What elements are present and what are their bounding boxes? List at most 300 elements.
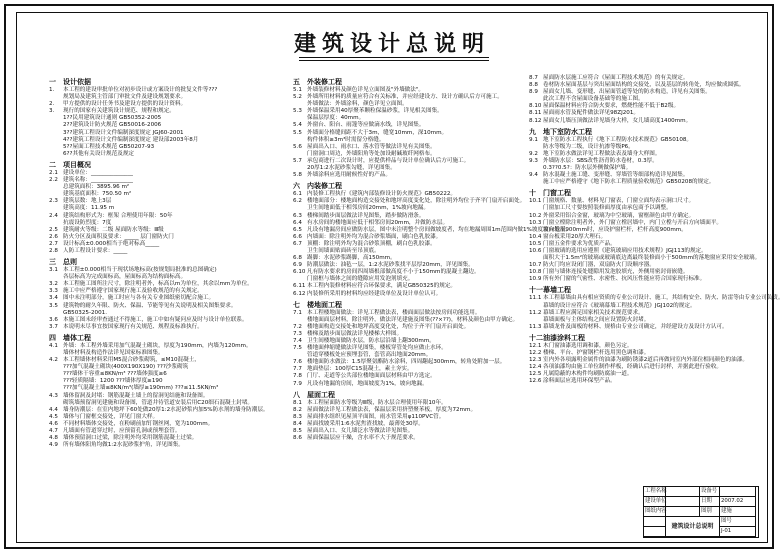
- clause-text: 幕墙工程应满足国家相关技术规范要求。: [543, 309, 644, 316]
- clause-text: 屋面出入口、女儿墙泛水等做法详见图集。: [307, 428, 414, 435]
- section-heading: [49, 160, 275, 170]
- clause-number: [293, 317, 307, 324]
- clause-text: 屋面排水组织见屋顶平面图，雨水管采用φ110PVC管。: [307, 413, 445, 420]
- clause-text: 楼梯、平台、护窗钢栏杆选用黑色调和漆。: [543, 350, 650, 356]
- section-heading: [529, 285, 755, 295]
- clause-row: [49, 205, 275, 212]
- clause-row: [293, 248, 519, 255]
- clause-text: 各项油漆均由施工单位制作样板，经确认后进行封样，并据此进行验收。: [543, 364, 723, 371]
- drawing-inner-frame: [16, 12, 784, 543]
- clause-text: 构件体积≥3m³时需留分格缝。: [307, 136, 385, 143]
- clause-row: [49, 407, 275, 414]
- clause-row: [529, 110, 755, 117]
- clause-text: 20厚1:2水泥砂浆勾缝，详见图集。: [307, 165, 396, 172]
- clause-text: 3??建筑工程设计文件编制深度规定 JGJ60-2001: [63, 129, 184, 136]
- clause-text: 不同材料墙体交接处，在粉刷前加钉钢丝网，宽为100mm。: [63, 420, 214, 427]
- clause-number: [49, 310, 63, 317]
- clause-number: [49, 400, 63, 407]
- section-number: 四: [49, 333, 56, 342]
- tb-date-value: 2007.02: [720, 497, 756, 507]
- section-heading: [529, 188, 755, 198]
- clause-text: 本工程屋面防水等级为Ⅲ级，防水层合理使用年限10年。: [307, 399, 447, 406]
- clause-number: 3.5: [49, 302, 58, 309]
- clause-row: [529, 378, 755, 385]
- clause-number: 6.4: [293, 219, 302, 226]
- clause-text: 地面垫层：100厚C15混凝土，素土夯实。: [307, 366, 413, 373]
- clause-number: [293, 165, 307, 172]
- clause-text: 建筑基底面积：750.50 m²: [63, 191, 132, 198]
- clause-text: 总建筑面积：3895.96 m²: [63, 184, 130, 191]
- clause-number: 7.7: [293, 366, 302, 373]
- clause-row: [49, 393, 275, 400]
- clause-text: 窗台低于900mm时，应设护窗栏杆，栏杆高度900mm。: [543, 226, 687, 233]
- clause-text: 墙体留洞及封堵：钢筋混凝土墙上的留洞见结施和设备图。: [63, 392, 209, 399]
- clause-text: 墙体材料及构造作法详见国家标准图集。: [63, 350, 164, 356]
- clause-number: 6.11: [293, 283, 306, 290]
- clause-number: 12.2: [529, 350, 542, 356]
- tb-drawing-name: 建筑设计总说明: [666, 517, 720, 537]
- clause-number: [49, 220, 63, 227]
- clause-row: [293, 291, 519, 298]
- tb-blank-3: [644, 527, 666, 537]
- clause-number: 7.8: [293, 373, 302, 380]
- clause-text: 外墙做法：外墙涂料，颜色详见立面图。: [307, 101, 408, 108]
- clause-text: 外墙防水层：SBS改性沥青防水卷材，0.3厚。: [543, 157, 658, 164]
- clause-number: [293, 115, 307, 122]
- section-number: 二: [49, 160, 56, 169]
- column-left: [49, 75, 275, 449]
- clause-text: GB50325-2001.: [63, 309, 107, 316]
- clause-row: [529, 241, 755, 248]
- clause-number: [529, 165, 543, 172]
- section-title: 项目概况: [63, 160, 91, 169]
- clause-row: [293, 122, 519, 129]
- clause-number: 9.4: [529, 172, 538, 179]
- clause-row: [293, 158, 519, 165]
- clause-text: 施工中应严格遵守国家现行施工及验收规范的有关规定。: [63, 288, 203, 295]
- clause-text: 管道穿楼板处应预埋套管，套管高出地面20mm。: [307, 352, 432, 359]
- clause-number: 8.5: [293, 428, 302, 435]
- clause-row: [49, 400, 275, 407]
- clause-number: 8.6: [293, 435, 302, 442]
- clause-text: 凡设有地漏房间应做防水层，图中未注明整个房间做坡度者，均在地漏周围1m范围内做1%坡度坡向地漏。: [307, 226, 572, 233]
- clause-text: 踢脚：水泥砂浆踢脚，高150mm。: [307, 255, 396, 262]
- clause-text: 门窗与墙体连接处缝隙用发泡胶填充，外侧用密封膏嵌缝。: [543, 269, 689, 276]
- clause-text: 抗震设防烈度：7度: [63, 219, 112, 226]
- clause-number: [293, 205, 307, 212]
- clause-number: 5.8: [293, 172, 302, 179]
- clause-row: [293, 283, 519, 290]
- clause-row: [529, 227, 755, 234]
- clause-row: [293, 435, 519, 442]
- clause-text: 建筑名称：_______________: [63, 177, 133, 184]
- clause-text: 2??建筑设计防火规范 GB50016-2006: [63, 122, 162, 129]
- clause-row: [529, 310, 755, 317]
- clause-number: 3.3: [49, 288, 58, 295]
- clause-number: 2.7: [49, 240, 58, 247]
- clause-number: 4.5: [49, 413, 58, 420]
- section-heading: [293, 300, 519, 310]
- clause-text: 内墙面：除注明外均为混合砂浆墙面，刷白色乳胶漆。: [307, 233, 442, 240]
- clause-text: 门窗洞口周边，外墙阳角等处加设耐碱玻纤网格布。: [307, 150, 436, 157]
- clause-text: 楼梯间踏步面层做法详见图集，踏步做防滑条。: [307, 212, 425, 219]
- clause-text: 卫生间楼地面做防水层，防水层沿墙上翻300mm。: [307, 338, 435, 344]
- section-title: 屋面工程: [307, 390, 335, 399]
- clause-text: 门窗五金件要求为优质产品。: [543, 240, 616, 247]
- clause-number: 7.6: [293, 359, 302, 366]
- clause-text: 建筑结构形式为：框架 合理使用年限：50年: [63, 212, 173, 219]
- clause-text: 外墙：本工程外墙采用加气混凝土砌块，厚度为190mm，内墙为120mm。: [63, 342, 252, 349]
- clause-number: 5.6: [293, 143, 302, 150]
- clause-row: [293, 310, 519, 317]
- section-title: 地下室防水工程: [543, 127, 592, 136]
- clause-number: 6.12: [293, 290, 306, 297]
- clause-row: [49, 227, 275, 234]
- clause-number: [529, 303, 543, 310]
- clause-number: [49, 151, 63, 158]
- clause-text: ???加气混凝土墙≤8KN/m³(墙厚≥190mm) ???≤11.5KN/m³: [63, 385, 219, 392]
- clause-text: 外墙面分格缝间距不大于3m，缝宽10mm，深10mm。: [307, 129, 448, 136]
- clause-text: 墙身防潮层：在室内地坪下60处做20厚1:2水泥砂浆内加5%防水剂的墙身防潮层。: [63, 406, 269, 413]
- clause-number: 2.3: [49, 198, 58, 205]
- clause-number: 3.1: [49, 267, 58, 274]
- clause-number: 6.7: [293, 240, 302, 247]
- clause-number: 12.1: [529, 342, 542, 349]
- clause-number: 3.4: [49, 295, 58, 302]
- clause-number: [529, 227, 543, 234]
- clause-number: 2.: [49, 101, 55, 108]
- clause-text: 凡设有地漏的房间，地面坡度为1%，坡向地漏。: [307, 380, 428, 387]
- section-number: 十一: [529, 286, 543, 295]
- clause-number: [49, 115, 63, 122]
- clause-number: 6.3: [293, 212, 302, 219]
- clause-number: 5.7: [293, 157, 302, 164]
- clause-row: [49, 421, 275, 428]
- clause-number: 3.: [49, 108, 55, 115]
- title-underline-second: [299, 60, 489, 61]
- clause-text: 图中未注明部分，施工时应与各有关专业图纸密切配合施工。: [63, 295, 215, 302]
- clause-number: 4.4: [49, 406, 58, 413]
- clause-text: 内装修所采用的材料均应经建设单位及设计单位认可。: [307, 290, 442, 297]
- clause-number: 12.5: [529, 371, 542, 378]
- section-heading: [49, 257, 275, 267]
- clause-number: 1.: [49, 87, 55, 93]
- clause-number: [49, 94, 63, 101]
- clause-number: 7.4: [293, 338, 302, 344]
- clause-number: [293, 276, 307, 283]
- section-number: 九: [529, 127, 536, 136]
- tb-unit-value: [666, 497, 700, 507]
- clause-number: 7.2: [293, 323, 302, 330]
- clause-row: [529, 118, 755, 125]
- clause-row: [529, 158, 755, 165]
- clause-text: 室内外各项露明金属件的油漆为刷防锈漆2道后再做同室内外部位相同颜色的油漆。: [543, 357, 748, 364]
- clause-row: [49, 303, 275, 310]
- clause-text: 5??屋面工程技术规范 GB50207-93: [63, 143, 155, 150]
- clause-number: [293, 151, 307, 158]
- clause-text: 防潮层做法：油毡一层，1:2水泥砂浆找平层厚20mm，详见图集。: [307, 262, 474, 269]
- clause-text: 门窗加工尺寸要按照装修面厚度由承包商予以调整。: [543, 205, 672, 212]
- clause-text: 施工中应严格遵守《地下防水工程质量验收规范》GB50208的规定。: [543, 179, 715, 186]
- section-number: 一: [49, 78, 56, 86]
- clause-text: 各层标高为完成面标高，屋面标高为结构面标高。: [63, 274, 187, 281]
- tb-date-label: 日期: [700, 497, 720, 507]
- clause-number: [49, 137, 63, 144]
- clause-row: [49, 324, 275, 331]
- clause-row: [529, 220, 755, 227]
- clause-text: 外墙涂料应选用耐候性好的产品。: [307, 172, 391, 179]
- clause-number: 10.2: [529, 212, 542, 219]
- page-title: 建筑设计总说明: [293, 31, 490, 57]
- clause-number: [49, 191, 63, 198]
- clause-number: 8.10: [529, 103, 542, 110]
- clause-text: 地下室防水做法详见工程做法表及墙身大样图。: [543, 150, 661, 157]
- clause-row: [49, 317, 275, 324]
- clause-text: 甲方提供的设计任务书及建设方提供的设计资料。: [63, 101, 187, 108]
- clause-text: ???加气混凝土砌块(400X190X190) ???沙浆砌筑: [63, 364, 189, 371]
- clause-row: [293, 172, 519, 179]
- tb-sheet-value: J-01: [720, 527, 756, 537]
- clause-row: [293, 205, 519, 212]
- tb-sheet-label: 图号: [720, 517, 756, 527]
- clause-number: 10.8: [529, 269, 542, 276]
- section-title: 设计依据: [63, 78, 91, 86]
- clause-row: [293, 144, 519, 151]
- clause-row: [529, 248, 755, 255]
- clause-text: 地下室防水工程执行《地下工程防水技术规范》GB50108。: [543, 136, 693, 143]
- clause-text: 凡有防水要求的房间四周墙根部做高度不小于150mm的混凝土翻边。: [307, 269, 480, 276]
- tb-project-label: 工程名称: [644, 487, 666, 497]
- clause-row: [49, 144, 275, 151]
- clause-text: 屋面保温材料应符合防火要求，燃烧性能不低于B2级。: [543, 103, 680, 110]
- section-heading: [293, 181, 519, 191]
- clause-number: 6.6: [293, 233, 302, 240]
- clause-row: [293, 373, 519, 380]
- clause-number: 2.2: [49, 177, 58, 184]
- clause-number: 11.1: [529, 295, 542, 302]
- section-number: 八: [293, 390, 300, 399]
- clause-number: [293, 352, 307, 359]
- clause-row: [529, 234, 755, 241]
- clause-number: 4.6: [49, 420, 58, 427]
- clause-text: 幕墙龙骨及面板的材料、规格由专业公司确定，并经建设方及设计方认可。: [543, 323, 728, 330]
- clause-number: 8.1: [293, 399, 302, 406]
- clause-number: 4.3: [49, 392, 58, 399]
- clause-number: 6.10: [293, 269, 306, 276]
- clause-text: 此次工程不含屋面设备基础等的施工图。: [543, 96, 644, 103]
- clause-number: 3.7: [49, 323, 58, 330]
- clause-row: [49, 137, 275, 144]
- clause-text: 4??建筑工程设计文件编制深度规定 建设部2003年8月: [63, 136, 199, 143]
- clause-row: [293, 220, 519, 227]
- clause-text: 凡墙面有管道穿过时，应预留孔洞或预埋套管。: [63, 428, 181, 435]
- clause-number: 8.3: [293, 413, 302, 420]
- clause-text: 人防工程设计要求：_____: [63, 247, 128, 254]
- clause-text: 外窗台、阳台、雨篷等应做滴水线，详见图集。: [307, 122, 425, 129]
- section-heading: [49, 333, 275, 343]
- section-number: 三: [49, 258, 56, 267]
- section-title: 幕墙工程: [543, 286, 571, 295]
- clause-text: 现行的国家有关建筑设计规范、规程和规定。: [63, 108, 175, 115]
- clause-text: 1??民用建筑设计通则 GB50352-2005: [63, 115, 162, 122]
- clause-number: 3.6: [49, 316, 58, 323]
- clause-number: 7.9: [293, 380, 302, 387]
- clause-row: [49, 213, 275, 220]
- clause-number: 10.5: [529, 240, 542, 247]
- clause-number: 2.1: [49, 169, 58, 176]
- clause-text: 建筑耐火等级：二级 屋面防水等级：Ⅲ级: [63, 226, 164, 233]
- clause-text: 顶棚：除注明外均为混合砂浆顶棚，刷白色乳胶漆。: [307, 240, 436, 247]
- clause-row: [49, 220, 275, 227]
- section-number: 七: [293, 300, 300, 309]
- clause-row: [49, 385, 275, 392]
- clause-text: 防火分区及面积及要求：_____ 层门窗防火门: [63, 233, 174, 240]
- clause-text: 本工程楼地面做法：详见工程做法表，楼面面层做法按房间功能选用。: [307, 309, 481, 316]
- clause-number: 4.9: [49, 442, 58, 449]
- clause-row: [293, 414, 519, 421]
- clause-text: 保温层厚度：40mm。: [307, 115, 365, 122]
- clause-text: 本施工图未经审查通过不得施工，施工中如有疑问应及时与设计单位联系。: [63, 316, 248, 323]
- clause-text: 屋面雨水管及配件做法详见98ZJ201。: [543, 110, 639, 117]
- clause-text: 承包商进行二次设计时，应提供样品与设计单位确认后方可施工。: [307, 157, 470, 164]
- clause-text: 涂料面层应选用环保型产品。: [543, 378, 616, 385]
- clause-number: [293, 137, 307, 144]
- tb-blank-2: [644, 517, 666, 527]
- clause-number: [49, 274, 63, 281]
- section-title: 楼地面工程: [307, 300, 342, 309]
- clause-number: 4.2: [49, 357, 58, 364]
- clause-row: [293, 151, 519, 158]
- tb-project-value: [666, 487, 700, 497]
- clause-row: [293, 407, 519, 414]
- clause-number: 4.8: [49, 435, 58, 442]
- clause-text: 屋面保温层应干燥，含水率不大于规范要求。: [307, 435, 419, 442]
- clause-text: 门窗立樘除注明者外，外门窗立樘居墙中，内门立樘与开启方向墙面平。: [543, 219, 723, 226]
- clause-text: 有水房间的楼地面应低于相邻房间20mm，并做防水层。: [307, 219, 449, 226]
- clause-number: 6.8: [293, 255, 302, 262]
- clause-number: 8.11: [529, 110, 542, 117]
- clause-text: 屋面找坡采用1:6水泥焦渣找坡，最薄处30厚。: [307, 420, 424, 427]
- clause-number: [529, 179, 543, 186]
- clause-row: [49, 442, 275, 449]
- clause-row: [49, 241, 275, 248]
- clause-row: [293, 241, 519, 248]
- clause-text: 屋面做法详见工程做法表，保温层采用挤塑聚苯板，厚度为72mm。: [307, 406, 477, 413]
- clause-number: 5.5: [293, 129, 302, 136]
- clause-text: 0.3??0.5?：防水层外侧做保护墙。: [543, 165, 632, 172]
- clause-number: 5.2: [293, 94, 302, 101]
- clause-row: [529, 144, 755, 151]
- clause-text: 楼地面构造交接处和地坪高度变化处，均位于齐平门扇开启面处。: [307, 323, 470, 330]
- clause-text: 本说明未尽事宜按国家现行有关规范、规程及标准执行。: [63, 323, 203, 330]
- clause-number: 4.1: [49, 342, 58, 349]
- clause-text: 本工程的建设审批单位对初步设计或方案设计的批复文件等???: [63, 87, 218, 93]
- clause-number: 6.5: [293, 226, 302, 233]
- clause-text: 本工程幕墙由具有相应资质的专业公司设计、施工，其结构安全、防火、防雷等由专业公司负责。: [543, 295, 784, 302]
- clause-text: 幕墙的设计应符合《玻璃幕墙工程技术规范》JGJ102的规定。: [543, 302, 696, 309]
- section-title: 外装修工程: [307, 78, 342, 86]
- clause-text: 屋面出入口、雨水口、落水管等做法详见有关图集。: [307, 143, 436, 150]
- section-title: 内装修工程: [307, 182, 342, 191]
- section-number: 五: [293, 78, 300, 86]
- clause-text: 设计标高±0.000相当于绝对标高_____: [63, 240, 160, 247]
- clause-text: 幕墙面板与主体结构之间应设置防火封堵。: [543, 316, 650, 323]
- clause-text: 防火门均应设闭门器，双扇防火门设顺序器。: [543, 262, 655, 269]
- clause-number: [49, 122, 63, 129]
- clause-row: [529, 295, 784, 302]
- clause-text: 外墙保温采用40厚聚苯颗粒保温砂浆，详见相关图集。: [307, 108, 443, 115]
- clause-text: 楼地面部分：楼地面构造交接处和地坪高度变化处，除注明外均位于齐平门扇开启面处。: [307, 198, 526, 205]
- clause-text: 面积大于1.5m²的玻璃或玻璃底边离最终装修面小于500mm的落地窗应采用安全玻璃。: [543, 255, 761, 262]
- clause-row: [293, 226, 572, 234]
- clause-text: 屋面女儿墙、变形缝、出屋面管道等处的防水构造，详见有关图集。: [543, 89, 711, 96]
- clause-row: [293, 324, 519, 331]
- clause-number: 8.9: [529, 89, 538, 96]
- clause-text: 墙体与门窗框交接处，详见门窗大样。: [63, 413, 159, 420]
- clause-row: [293, 400, 519, 407]
- clause-number: 10.1: [529, 198, 542, 205]
- clause-number: 11.2: [529, 309, 542, 316]
- clause-text: 屋面防水层施工应符合《屋面工程技术规范》的有关规定。: [543, 75, 689, 81]
- clause-row: [293, 234, 519, 241]
- section-heading: [529, 333, 755, 343]
- clause-number: [49, 350, 63, 357]
- clause-number: 10.7: [529, 262, 542, 269]
- clause-row: [49, 170, 275, 177]
- clause-number: 8.4: [293, 420, 302, 427]
- clause-text: 建筑层数：地上3层: [63, 198, 112, 205]
- clause-row: [49, 248, 275, 255]
- clause-number: 12.6: [529, 378, 542, 385]
- clause-row: [293, 137, 519, 144]
- clause-text: 墙体预留洞口过梁，除注明外均采用钢筋混凝土过梁。: [63, 435, 198, 442]
- clause-number: [529, 317, 543, 324]
- tb-number-value: [720, 487, 756, 497]
- section-heading: [49, 77, 275, 87]
- clause-row: [529, 151, 755, 158]
- clause-text: 6??其他有关设计规范及规定: [63, 150, 135, 157]
- clause-row: [529, 303, 755, 310]
- clause-text: 外墙所用材料的质量应符合有关标准，并应经建设方、设计方确认后方可施工。: [307, 94, 503, 101]
- clause-number: [49, 184, 63, 191]
- clause-number: 8.12: [529, 117, 542, 124]
- clause-text: 本工程墙体材料采用M5混合砂浆砌筑，≤M10混凝土，: [63, 357, 200, 364]
- clause-number: [49, 378, 63, 385]
- clause-number: 10.3: [529, 219, 542, 226]
- clause-row: [293, 381, 519, 388]
- clause-row: [529, 317, 755, 324]
- clause-number: [529, 144, 543, 151]
- clause-row: [49, 234, 275, 241]
- clause-number: 11.3: [529, 323, 542, 330]
- clause-text: 砌筑墙预留洞见建施和设备图，管道井待管道安装后用C20细石混凝土封堵。: [63, 399, 254, 406]
- clause-row: [293, 317, 519, 324]
- section-heading: [293, 77, 519, 87]
- clause-number: 7.1: [293, 309, 302, 316]
- tb-number-label: 设备号: [700, 487, 720, 497]
- clause-number: 7.5: [293, 345, 302, 352]
- clause-text: 所有墙体阳角均做1:2水泥砂浆护角，详见图集。: [63, 442, 184, 449]
- clause-text: 本工程±0.000相当于现状场地标高(按规划局批准的总图确定): [63, 267, 217, 274]
- clause-number: 8.8: [529, 82, 538, 89]
- clause-number: 5.3: [293, 108, 302, 115]
- clause-number: [293, 101, 307, 108]
- clause-number: 4.7: [49, 428, 58, 435]
- drawing-sheet-border: [4, 4, 784, 549]
- clause-text: 外窗采用铝合金窗，玻璃为中空玻璃，窗框颜色由甲方确定。: [543, 212, 695, 219]
- clause-number: 6.2: [293, 198, 302, 205]
- clause-number: [529, 255, 543, 262]
